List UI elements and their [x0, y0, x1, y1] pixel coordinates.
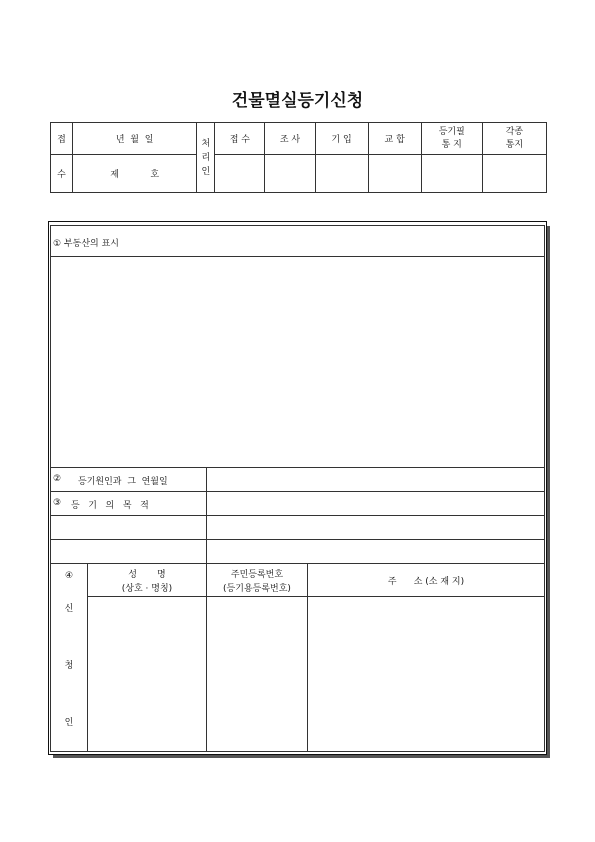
form-inner-frame [50, 225, 545, 752]
cell-receipt[interactable] [215, 155, 265, 193]
cell-inspection[interactable] [265, 155, 315, 193]
processor-char-2: 리 [201, 152, 211, 163]
section-cause-num: ② [53, 474, 62, 484]
receipt-number-label: 제 호 [73, 155, 197, 193]
processor-char-3: 인 [201, 166, 211, 177]
cell-check[interactable] [368, 155, 421, 193]
applicant-name-header: 성 명 [128, 570, 166, 580]
col-inspection-header: 조 사 [265, 123, 315, 155]
cell-registered-notice[interactable] [421, 155, 482, 193]
section-purpose-num: ③ [53, 498, 62, 508]
applicant-reg-field[interactable] [207, 597, 307, 751]
applicant-name-subheader: (상호 · 명칭) [121, 584, 173, 594]
section-applicant-num: ④ [64, 571, 74, 581]
section-cause-date: 등기원인과 그 연월일 [78, 477, 168, 487]
applicant-reg-header: 주민등록번호 [230, 570, 284, 580]
application-form [48, 221, 547, 755]
applicant-char-3: 인 [64, 718, 74, 728]
applicant-char-1: 신 [64, 604, 74, 614]
processor-label [197, 123, 215, 193]
col-check-header: 교 합 [368, 123, 421, 155]
property-display-area[interactable] [51, 257, 544, 467]
cell-various-notice[interactable] [482, 155, 546, 193]
receipt-table [50, 122, 547, 193]
applicant-char-2: 청 [64, 661, 74, 671]
applicant-address-header: 주 소 (소 재 지) [387, 577, 465, 587]
receipt-date-label: 년 월 일 [73, 123, 197, 155]
col-registered-notice-header: 등기필 통 지 [421, 123, 482, 155]
section-purpose: 등 기 의 목 적 [71, 501, 149, 511]
section-property-display: ① 부동산의 표시 [53, 239, 119, 249]
page-title: 건물멸실등기신청 [231, 91, 364, 111]
col-receipt-header: 접 수 [215, 123, 265, 155]
purpose-field[interactable] [207, 492, 544, 515]
cause-date-field[interactable] [207, 468, 544, 491]
applicant-address-field[interactable] [308, 597, 544, 751]
applicant-reg-subheader: (등기용등록번호) [223, 584, 291, 594]
receipt-jeop-label: 접 [51, 123, 73, 155]
blank-row-2-field[interactable] [207, 540, 544, 563]
receipt-su-label: 수 [51, 155, 73, 193]
cell-entry[interactable] [315, 155, 368, 193]
col-entry-header: 기 입 [315, 123, 368, 155]
blank-row-1-field[interactable] [207, 516, 544, 539]
applicant-name-field[interactable] [88, 597, 206, 751]
processor-char-1: 처 [201, 138, 211, 149]
col-various-notice-header: 각종 통지 [482, 123, 546, 155]
